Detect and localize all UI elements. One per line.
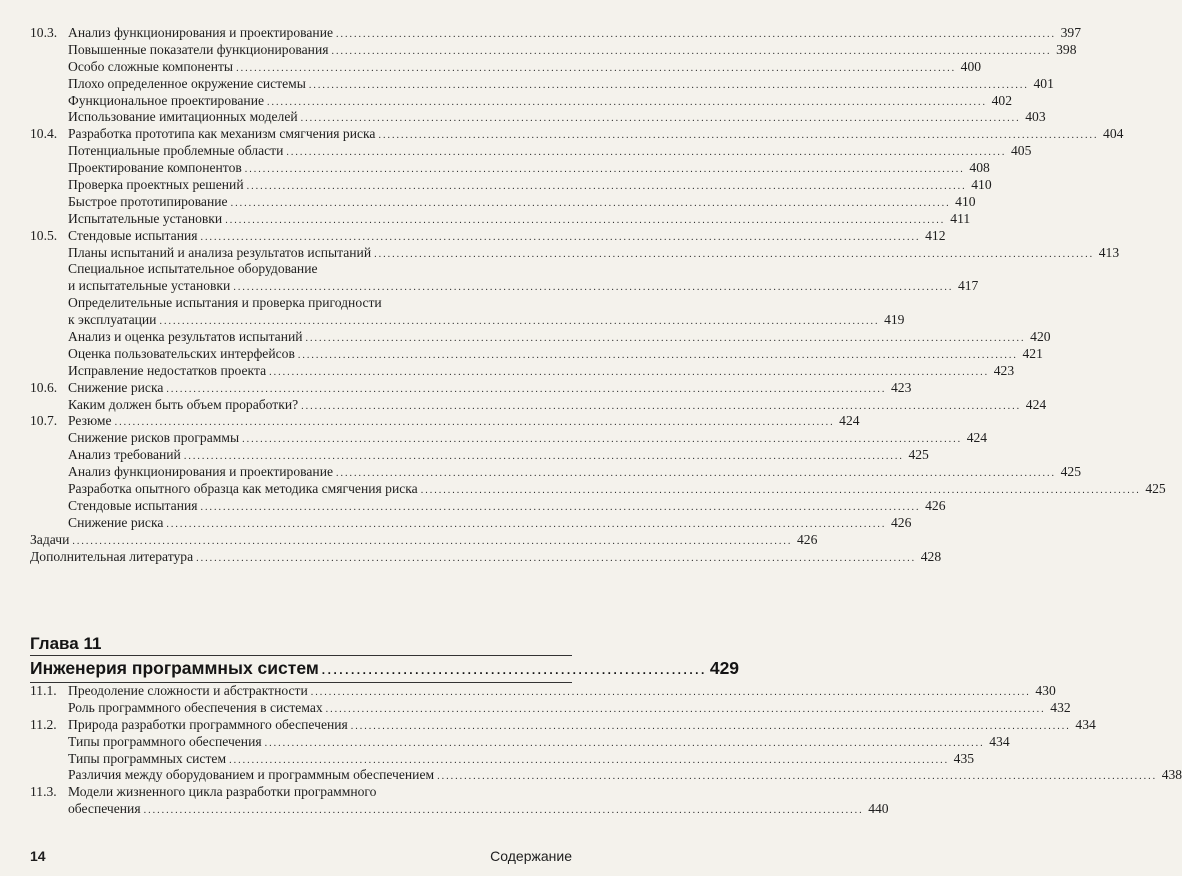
- dot-leader: ................................................................................................................................................................: [242, 434, 963, 446]
- toc-entry-title: Оценка пользовательских интерфейсов: [68, 345, 295, 361]
- dot-leader: ................................................................................................................................................................: [196, 552, 917, 564]
- toc-entry-page: 397: [1060, 25, 1082, 40]
- toc-entry-title: Испытательные установки: [68, 210, 223, 226]
- toc-entry-title: Природа разработки программного обеспечения: [68, 716, 348, 732]
- dot-leader: ................................................................................................................................................................: [114, 417, 835, 429]
- toc-entry-page: 404: [1103, 126, 1124, 142]
- toc-entry[interactable]: [30, 396, 1047, 414]
- toc-entry-title: Анализ и оценка результатов испытаний: [68, 329, 303, 345]
- toc-entry-page: 425: [1145, 481, 1166, 497]
- dot-leader: ................................................................................................................................................................: [305, 333, 1026, 345]
- chapter-rule-top: [30, 655, 572, 656]
- toc-entry-number: 10.3.: [30, 25, 58, 40]
- toc-entry[interactable]: [30, 312, 905, 329]
- chapter-label: Глава 11: [30, 634, 102, 653]
- dot-leader: ................................................................................................................................................................: [437, 771, 1158, 783]
- toc-entry-page: 403: [1025, 109, 1046, 125]
- toc-entry-title: Специальное испытательное оборудование: [68, 261, 318, 277]
- toc-entry-page: 410: [955, 193, 976, 209]
- toc-entry-title: Дополнительная литература: [30, 548, 194, 564]
- toc-entry[interactable]: [30, 750, 975, 768]
- toc-entry-title: Функциональное проектирование: [68, 92, 265, 108]
- toc-entry-page: 438: [1161, 767, 1182, 783]
- toc-entry-page: 420: [1030, 329, 1051, 345]
- toc-entry-title: Типы программных систем: [68, 750, 227, 766]
- dot-leader: ................................................................................................................................................................: [300, 113, 1021, 125]
- chapter-page: 429: [709, 658, 740, 678]
- toc-entry-title: Исправление недостатков проекта: [68, 362, 267, 378]
- toc-entry-title: Стендовые испытания: [68, 497, 198, 513]
- dot-leader: ................................................................................................................................................................: [230, 197, 951, 209]
- toc-entry[interactable]: [30, 329, 1051, 346]
- toc-entry-page: 426: [796, 531, 818, 547]
- dot-leader: ................................................................................................................................................................: [233, 282, 954, 294]
- toc-entry-page: 412: [925, 227, 946, 243]
- toc-entry[interactable]: [30, 784, 572, 801]
- toc-entry-page: 408: [969, 160, 990, 176]
- toc-entry-title: Задачи: [30, 531, 70, 547]
- toc-entry-page: 434: [1075, 716, 1096, 732]
- dot-leader: ................................................................................................................................................................: [331, 45, 1052, 57]
- toc-entry-number: 10.4.: [30, 126, 58, 142]
- dot-leader: ................................................................................................................................................................: [225, 214, 946, 226]
- dot-leader: ................................................................................................................................................................: [269, 366, 990, 378]
- toc-entry-number: 10.6.: [30, 379, 58, 395]
- toc-entry-page: 419: [884, 312, 905, 328]
- toc-entry-page: 417: [957, 278, 979, 294]
- toc-entry[interactable]: [30, 126, 1124, 143]
- toc-entry-title: Быстрое прототипирование: [68, 193, 228, 209]
- toc-entry-title: обеспечения: [68, 801, 141, 817]
- toc-entry-page: 428: [920, 548, 942, 564]
- toc-entry-title: Проверка проектных решений: [68, 177, 244, 193]
- dot-leader: ................................................................................................................................................................: [166, 383, 887, 395]
- toc-entry-title: Преодоление сложности и абстрактности: [68, 683, 308, 698]
- toc-entry-page: 410: [971, 177, 992, 193]
- toc-entry-title: Разработка прототипа как механизм смягчения риска: [68, 126, 376, 142]
- toc-entry-page: 400: [960, 58, 982, 74]
- toc-entry-number: 10.7.: [30, 413, 58, 429]
- toc-entry-page: 413: [1098, 244, 1120, 260]
- dot-leader: ................................................................................................................................................................: [166, 518, 887, 530]
- dot-leader: ................................................................................................................................................................: [374, 248, 1095, 260]
- toc-entry[interactable]: [30, 75, 1054, 93]
- toc-entry[interactable]: [30, 278, 979, 295]
- dot-leader: ................................................................................................................................................................: [301, 400, 1022, 412]
- toc-entry[interactable]: [30, 481, 1166, 498]
- toc-entry[interactable]: [30, 362, 1015, 380]
- toc-entry[interactable]: [30, 430, 988, 447]
- toc-entry[interactable]: [30, 261, 572, 278]
- toc-entry-page: 434: [989, 733, 1010, 749]
- toc-entry-page: 421: [1022, 345, 1043, 361]
- dot-leader: ................................................................................................................................................................: [200, 501, 921, 513]
- toc-entry[interactable]: [30, 801, 889, 818]
- toc-entry-page: 426: [891, 514, 912, 530]
- toc-entry-title: Модели жизненного цикла разработки программного: [68, 784, 377, 800]
- toc-entry[interactable]: [30, 699, 1071, 717]
- dot-leader: ................................................................................................................................................................: [310, 687, 1031, 698]
- dot-leader: ................................................................................................................................................................: [350, 720, 1071, 732]
- toc-entry[interactable]: [30, 683, 1056, 700]
- toc-entry-page: 426: [925, 497, 946, 513]
- toc-entry[interactable]: [30, 345, 1043, 363]
- toc-entry[interactable]: [30, 497, 946, 515]
- toc-entry[interactable]: [30, 160, 990, 177]
- toc-entry[interactable]: [30, 767, 1182, 784]
- toc-entry-title: Проектирование компонентов: [68, 160, 242, 176]
- toc-entry[interactable]: [30, 733, 1010, 751]
- toc-entry-page: 423: [993, 362, 1015, 378]
- toc-entry-number: 10.5.: [30, 227, 58, 243]
- toc-entry[interactable]: [30, 25, 1082, 42]
- dot-leader: ..................................................................: [321, 663, 707, 677]
- toc-entry[interactable]: [30, 531, 818, 549]
- toc-entry-title: Стендовые испытания: [68, 227, 198, 243]
- dot-leader: ................................................................................................................................................................: [200, 231, 921, 243]
- toc-entry[interactable]: [30, 447, 929, 464]
- footer-section-label: Содержание: [490, 848, 572, 864]
- dot-leader: ................................................................................................................................................................: [336, 29, 1057, 40]
- toc-entry[interactable]: [30, 379, 912, 397]
- toc-entry-page: 401: [1033, 75, 1054, 91]
- dot-leader: ................................................................................................................................................................: [246, 181, 967, 193]
- toc-entry-page: 402: [991, 92, 1013, 108]
- toc-entry-title: Определительные испытания и проверка пригодности: [68, 295, 382, 311]
- toc-entry-number: 11.1.: [30, 683, 57, 698]
- dot-leader: ................................................................................................................................................................: [308, 79, 1029, 91]
- dot-leader: ................................................................................................................................................................: [264, 737, 985, 749]
- dot-leader: ................................................................................................................................................................: [325, 703, 1046, 715]
- dot-leader: ................................................................................................................................................................: [244, 164, 965, 176]
- toc-entry-title: Особо сложные компоненты: [68, 58, 234, 74]
- toc-entry[interactable]: [30, 92, 1013, 110]
- toc-entry-title: Анализ функционирования и проектирование: [68, 464, 334, 480]
- toc-entry-title: Типы программного обеспечения: [68, 733, 262, 749]
- toc-entry-title: Плохо определенное окружение системы: [68, 75, 306, 91]
- toc-entry-title: Анализ функционирования и проектирование: [68, 25, 334, 40]
- toc-entry-title: Потенциальные проблемные области: [68, 143, 284, 159]
- dot-leader: ................................................................................................................................................................: [336, 468, 1057, 480]
- dot-leader: ................................................................................................................................................................: [297, 349, 1018, 361]
- toc-entry-title: Резюме: [68, 413, 112, 429]
- toc-entry[interactable]: [30, 58, 982, 76]
- toc-entry[interactable]: [30, 295, 572, 312]
- toc-entry-number: 11.3.: [30, 784, 57, 800]
- chapter-title-row[interactable]: [30, 658, 740, 679]
- dot-leader: ................................................................................................................................................................: [183, 451, 904, 463]
- toc-entry[interactable]: [30, 227, 946, 245]
- toc-entry-page: 405: [1010, 143, 1032, 159]
- toc-entry-page: 425: [1060, 464, 1082, 480]
- toc-entry-page: 424: [966, 430, 988, 446]
- dot-leader: ................................................................................................................................................................: [236, 62, 957, 74]
- toc-entry[interactable]: [30, 109, 1046, 126]
- dot-leader: ................................................................................................................................................................: [286, 147, 1007, 159]
- toc-entry-title: Планы испытаний и анализа результатов испытаний: [68, 244, 372, 260]
- toc-entry-title: Анализ требований: [68, 447, 181, 463]
- toc-entry-page: 424: [1025, 396, 1047, 412]
- toc-entry[interactable]: [30, 464, 1082, 481]
- toc-entry-number: 11.2.: [30, 716, 57, 732]
- toc-entry-title: Разработка опытного образца как методика смягчения риска: [68, 481, 418, 497]
- toc-entry[interactable]: [30, 41, 1077, 59]
- toc-entry-title: Использование имитационных моделей: [68, 109, 298, 125]
- toc-entry[interactable]: [30, 514, 912, 532]
- toc-entry-page: 411: [950, 210, 971, 226]
- toc-entry-page: 440: [868, 801, 889, 817]
- dot-leader: ................................................................................................................................................................: [267, 96, 988, 108]
- toc-entry[interactable]: [30, 413, 860, 430]
- toc-entry[interactable]: [30, 548, 942, 566]
- toc-entry-title: Снижение рисков программы: [68, 430, 240, 446]
- toc-entry[interactable]: [30, 193, 976, 211]
- toc-entry-title: Каким должен быть объем проработки?: [68, 396, 299, 412]
- dot-leader: ................................................................................................................................................................: [420, 485, 1141, 497]
- toc-entry-title: и испытательные установки: [68, 278, 231, 294]
- chapter-title: Инженерия программных систем: [30, 658, 319, 678]
- toc-list-chapter-11: [30, 683, 1182, 818]
- toc-entry-title: к эксплуатации: [68, 312, 157, 328]
- toc-entry-title: Повышенные показатели функционирования: [68, 41, 329, 57]
- toc-entry[interactable]: [30, 210, 971, 228]
- toc-list-chapter-10: [30, 25, 1166, 566]
- toc-entry-page: 432: [1050, 699, 1071, 715]
- toc-entry[interactable]: [30, 716, 1096, 734]
- dot-leader: ................................................................................................................................................................: [159, 316, 880, 328]
- dot-leader: ................................................................................................................................................................: [229, 754, 950, 766]
- toc-entry[interactable]: [30, 244, 1120, 262]
- toc-entry-title: Снижение риска: [68, 379, 164, 395]
- dot-leader: ................................................................................................................................................................: [143, 805, 864, 817]
- toc-entry-page: 424: [839, 413, 860, 429]
- toc-entry[interactable]: [30, 143, 1032, 160]
- toc-entry-page: 430: [1035, 683, 1056, 698]
- toc-entry-page: 423: [891, 379, 912, 395]
- toc-entry-page: 398: [1056, 41, 1077, 57]
- toc-entry[interactable]: [30, 177, 992, 194]
- toc-entry-title: Снижение риска: [68, 514, 164, 530]
- toc-entry-title: Различия между оборудованием и программным обеспечением: [68, 767, 435, 783]
- dot-leader: ................................................................................................................................................................: [72, 535, 793, 547]
- toc-entry-page: 435: [953, 750, 975, 766]
- footer-page-number: 14: [30, 848, 46, 864]
- toc-entry-page: 425: [908, 447, 929, 463]
- toc-entry-title: Роль программного обеспечения в системах: [68, 699, 323, 715]
- dot-leader: ................................................................................................................................................................: [378, 130, 1099, 142]
